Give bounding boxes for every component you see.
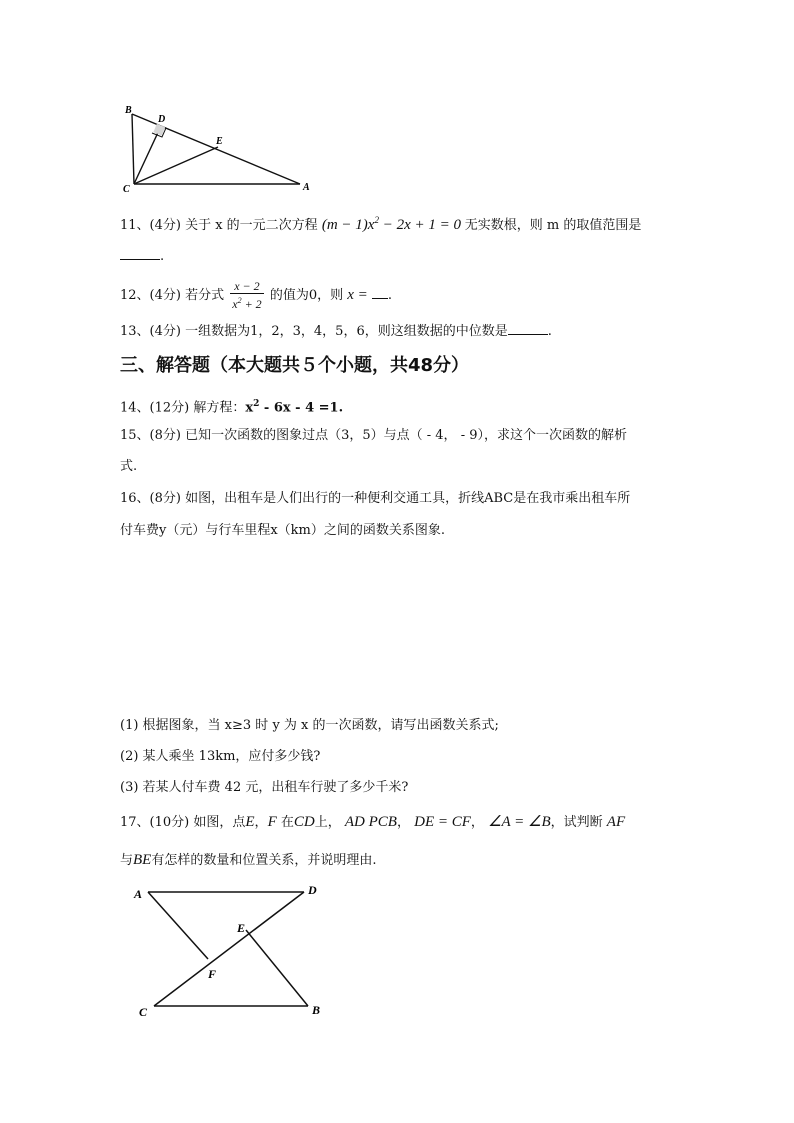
q17-sep3: ， [470, 815, 484, 830]
q17-prefix: 17、(10分) 如图，点 [120, 815, 246, 830]
section-3-title: 三、解答题（本大题共５个小题，共48分） [120, 355, 470, 376]
label-e: E [237, 921, 246, 935]
q12-middle: 的值为0，则 [269, 288, 344, 303]
label-c: C [123, 184, 130, 195]
segment-be [246, 930, 308, 1006]
figure-triangle-bcda [118, 100, 318, 195]
q17-segment-cd: CD [293, 814, 315, 830]
question-16-sub3: (3) 若某人付车费 42 元，出租车行驶了多少千米? [120, 780, 409, 795]
q17-segment-be: BE [133, 852, 152, 868]
q11-suffix: 无实数根，则 m 的取值范围是 [464, 218, 642, 233]
q17-condition-equal: DE = CF [414, 814, 471, 830]
segment-ce [134, 147, 218, 184]
question-16-sub2: (2) 某人乘坐 13km，应付多少钱? [120, 749, 321, 764]
q17-sep1: ， [254, 815, 268, 830]
question-15-line2: 式. [120, 459, 138, 474]
q13-period: . [547, 324, 552, 339]
q11-eq-coefficient: (m − 1) [321, 217, 368, 233]
q17-on: 在 [276, 815, 294, 830]
q12-denominator [230, 294, 263, 311]
question-14 [120, 395, 343, 417]
q11-eq-rest: − 2x + 1 = 0 [382, 217, 461, 233]
q17-question-end: 有怎样的数量和位置关系，并说明理由. [151, 853, 377, 868]
q17-sep2: ， [396, 815, 410, 830]
label-b: B [312, 1003, 321, 1017]
q11-answer-blank [120, 247, 160, 260]
q12-den-x: x [232, 297, 238, 311]
segment-bc [132, 114, 134, 184]
question-17-line1 [120, 813, 625, 832]
q11-equation [322, 217, 465, 233]
q11-eq-x: x [367, 217, 375, 233]
q12-prefix: 12、(4分) 若分式 [120, 288, 225, 303]
label-e: E [216, 136, 223, 147]
q17-condition-angle: ∠A = ∠B [488, 814, 551, 830]
q14-eq-exponent: 2 [253, 399, 260, 409]
figure-quadrilateral-adbc [128, 878, 338, 1023]
question-16-sub1: (1) 根据图象，当 x≥3 时 y 为 x 的一次函数，请写出函数关系式; [120, 718, 499, 733]
q13-text: 13、(4分) 一组数据为1，2，3，4，5，6，则这组数据的中位数是 [120, 324, 508, 339]
segment-dc [154, 892, 304, 1006]
q12-fraction [230, 280, 263, 311]
q17-condition-parallel: AD PCB [344, 814, 397, 830]
question-16-line2: 付车费y（元）与行车里程x（km）之间的函数关系图象. [120, 523, 446, 538]
q11-prefix: 11、(4分) 关于 x 的一元二次方程 [120, 218, 318, 233]
q11-eq-exponent: 2 [374, 215, 379, 225]
q17-judge: ，试判断 [550, 815, 603, 830]
question-17-line2 [120, 851, 376, 870]
q17-point-e: E [245, 814, 255, 830]
q12-den-rest: + 2 [244, 297, 262, 311]
q12-numerator: x − 2 [230, 280, 263, 294]
label-d: D [158, 114, 166, 125]
label-a: A [134, 887, 143, 901]
question-13 [120, 322, 552, 341]
q13-answer-blank [508, 322, 548, 335]
question-11 [120, 211, 641, 235]
question-12 [120, 280, 392, 311]
label-f: F [208, 967, 217, 981]
q12-den-exponent: 2 [237, 296, 242, 305]
label-c: C [139, 1005, 148, 1019]
label-b: B [125, 105, 132, 116]
q12-variable: x = [347, 287, 368, 303]
q17-on2: 上， [314, 815, 341, 830]
q11-period: . [160, 249, 165, 264]
q12-answer-blank [372, 286, 388, 299]
question-16-line1: 16、(8分) 如图，出租车是人们出行的一种便利交通工具，折线ABC是在我市乘出租车所 [120, 491, 631, 506]
q12-period: . [387, 288, 393, 303]
q14-prefix: 14、(12分) 解方程： [120, 400, 246, 416]
question-15-line1: 15、(8分) 已知一次函数的图象过点（3，5）与点（ - 4， - 9），求这个一次函数的解析 [120, 428, 627, 443]
label-d: D [308, 883, 317, 897]
q17-segment-af: AF [606, 814, 626, 830]
question-11-line2 [120, 247, 164, 266]
q17-and: 与 [120, 853, 134, 868]
q14-eq-x: x [245, 400, 254, 416]
label-a: A [303, 182, 310, 193]
q14-eq-rest: - 6x - 4 =1. [259, 400, 344, 416]
q17-point-f: F [267, 814, 277, 830]
segment-af [148, 892, 208, 959]
